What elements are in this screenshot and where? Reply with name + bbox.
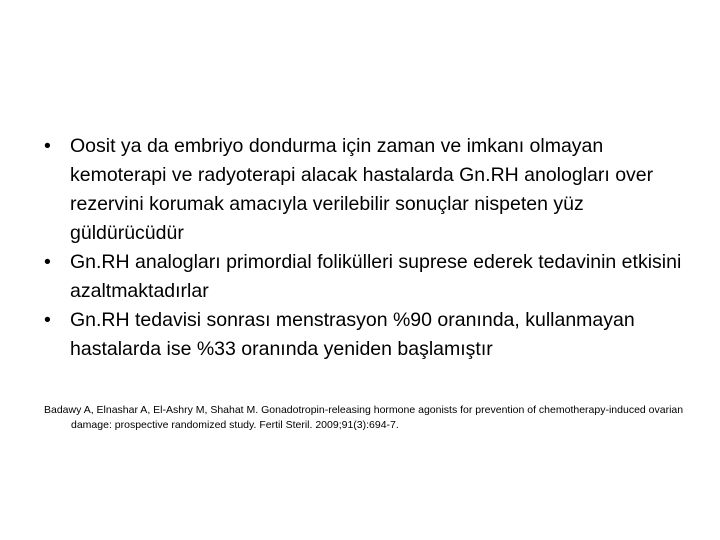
bullet-list bbox=[44, 132, 694, 364]
bullet-text: Gn.RH analogları primordial folikülleri suprese ederek tedavinin etkisini azaltmaktadırlar bbox=[70, 251, 682, 302]
bullet-item bbox=[44, 248, 694, 306]
bullet-text: Oosit ya da embriyo dondurma için zaman ve imkanı olmayan kemoterapi ve radyoterapi alacak hastalarda Gn.RH anologları over rezervini korumak amacıyla verilebilir sonuçlar nispeten yüz güldürücüdür bbox=[70, 135, 654, 244]
bullet-icon: • bbox=[44, 135, 51, 157]
reference-citation: Badawy A, Elnashar A, El-Ashry M, Shahat M. Gonadotropin-releasing hormone agonists for prevention of chemotherapy-induced ovarian damage: prospective randomized study. Fertil Steril. 2009;91(3):694-7. bbox=[44, 404, 684, 431]
bullet-text: Gn.RH tedavisi sonrası menstrasyon %90 oranında, kullanmayan hastalarda ise %33 oranında yeniden başlamıştır bbox=[70, 309, 635, 360]
bullet-icon: • bbox=[44, 309, 51, 331]
bullet-item bbox=[44, 132, 694, 248]
bullet-item bbox=[44, 306, 694, 364]
bullet-icon: • bbox=[44, 251, 51, 273]
